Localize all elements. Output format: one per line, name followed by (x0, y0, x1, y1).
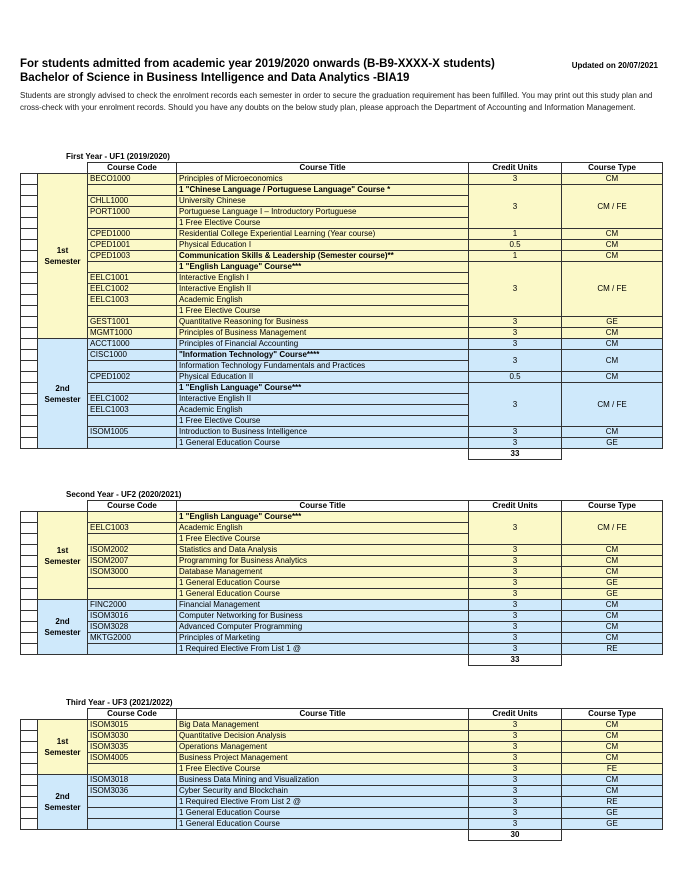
course-type: CM / FE (562, 512, 663, 545)
course-type: CM / FE (562, 383, 663, 427)
intro-text: Students are strongly advised to check the enrolment records each semester in order to secure the graduation requirement has been fulfilled. You may print out this study plan and cross-check with your enrolment records. Should you have any doubts on the below study plan, please approach the Department of Accounting and Information Management. (20, 91, 653, 112)
checkbox-cell[interactable] (21, 578, 38, 589)
credit-units: 3 (469, 775, 562, 786)
course-title: Academic English (177, 405, 469, 416)
course-row (21, 753, 663, 764)
course-code: ACCT1000 (88, 339, 177, 350)
course-code (88, 361, 177, 372)
checkbox-cell[interactable] (21, 589, 38, 600)
credit-units: 3 (469, 797, 562, 808)
credit-units: 3 (469, 174, 562, 185)
course-type: GE (562, 317, 663, 328)
course-code (88, 416, 177, 427)
course-code (88, 512, 177, 523)
semester-ordinal: 2nd (55, 792, 70, 801)
credit-units: 3 (469, 753, 562, 764)
checkbox-cell[interactable] (21, 394, 38, 405)
checkbox-cell[interactable] (21, 556, 38, 567)
course-code: ISOM3028 (88, 622, 177, 633)
course-type: CM (562, 229, 663, 240)
course-type: CM (562, 350, 663, 372)
course-code (88, 819, 177, 830)
course-title: 1 Free Elective Course (177, 306, 469, 317)
checkbox-cell[interactable] (21, 361, 38, 372)
course-code: CISC1000 (88, 350, 177, 361)
course-type: CM (562, 328, 663, 339)
course-code (88, 644, 177, 655)
course-row (21, 775, 663, 786)
course-title: 1 Free Elective Course (177, 218, 469, 229)
credit-units: 3 (469, 339, 562, 350)
course-row (21, 797, 663, 808)
course-code: ISOM2002 (88, 545, 177, 556)
course-title: 1 Free Elective Course (177, 416, 469, 427)
total-credits: 33 (469, 655, 562, 666)
year3-title: Third Year - UF3 (2021/2022) (66, 698, 173, 707)
course-row (21, 251, 663, 262)
total-credits: 33 (469, 449, 562, 460)
col-course-code: Course Code (88, 501, 177, 512)
col-credit-units: Credit Units (469, 163, 562, 174)
total-credits: 30 (469, 830, 562, 841)
course-title: Communication Skills & Leadership (Semester course)** (177, 251, 469, 262)
course-code: ISOM4005 (88, 753, 177, 764)
credit-units: 3 (469, 317, 562, 328)
checkbox-cell[interactable] (21, 438, 38, 449)
course-type: CM / FE (562, 262, 663, 317)
course-row (21, 600, 663, 611)
checkbox-cell[interactable] (21, 753, 38, 764)
course-code: ISOM3016 (88, 611, 177, 622)
semester-label (38, 174, 88, 339)
course-code: MGMT1000 (88, 328, 177, 339)
course-code: ISOM3035 (88, 742, 177, 753)
total-row (21, 830, 663, 841)
credit-units: 1 (469, 251, 562, 262)
checkbox-cell[interactable] (21, 273, 38, 284)
semester-label (38, 339, 88, 449)
course-row (21, 240, 663, 251)
course-code (88, 383, 177, 394)
checkbox-cell[interactable] (21, 731, 38, 742)
checkbox-cell[interactable] (21, 416, 38, 427)
course-code: EELC1002 (88, 394, 177, 405)
course-row (21, 328, 663, 339)
course-title: 1 "Chinese Language / Portuguese Language" Course * (177, 185, 469, 196)
semester-ordinal: 1st (56, 545, 69, 555)
credit-units: 3 (469, 611, 562, 622)
course-title: Principles of Marketing (177, 633, 469, 644)
year3-table (20, 708, 663, 841)
course-type: CM (562, 742, 663, 753)
course-title: Quantitative Reasoning for Business (177, 317, 469, 328)
course-title: Programming for Business Analytics (177, 556, 469, 567)
course-title: 1 Required Elective From List 2 @ (177, 797, 469, 808)
checkbox-cell[interactable] (21, 284, 38, 295)
course-title: 1 Free Elective Course (177, 764, 469, 775)
course-type: CM (562, 633, 663, 644)
checkbox-cell[interactable] (21, 644, 38, 655)
course-type: CM (562, 240, 663, 251)
course-type: CM (562, 622, 663, 633)
col-credit-units: Credit Units (469, 501, 562, 512)
course-title: 1 "English Language" Course*** (177, 262, 469, 273)
checkbox-cell[interactable] (21, 786, 38, 797)
course-title: 1 Free Elective Course (177, 534, 469, 545)
programme-title: Bachelor of Science in Business Intelligence and Data Analytics -BIA19 (20, 72, 410, 84)
course-type: GE (562, 589, 663, 600)
course-code (88, 218, 177, 229)
semester-word: Semester (44, 628, 81, 637)
semester-word: Semester (44, 556, 81, 566)
total-row (21, 655, 663, 666)
course-title: Operations Management (177, 742, 469, 753)
credit-units: 3 (469, 764, 562, 775)
credit-units: 0.5 (469, 372, 562, 383)
credit-units: 3 (469, 350, 562, 372)
checkbox-cell[interactable] (21, 512, 38, 523)
checkbox-cell[interactable] (21, 174, 38, 185)
credit-units: 3 (469, 808, 562, 819)
credit-units: 3 (469, 731, 562, 742)
checkbox-cell[interactable] (21, 534, 38, 545)
course-code (88, 764, 177, 775)
credit-units: 3 (469, 427, 562, 438)
course-code: EELC1002 (88, 284, 177, 295)
course-title: 1 Required Elective From List 1 @ (177, 644, 469, 655)
checkbox-cell[interactable] (21, 545, 38, 556)
course-code (88, 534, 177, 545)
course-row (21, 174, 663, 185)
checkbox-cell[interactable] (21, 427, 38, 438)
course-title: Business Data Mining and Visualization (177, 775, 469, 786)
course-row (21, 229, 663, 240)
credit-units: 3 (469, 512, 562, 545)
checkbox-cell[interactable] (21, 196, 38, 207)
course-type: CM (562, 775, 663, 786)
course-row (21, 567, 663, 578)
course-row (21, 742, 663, 753)
checkbox-cell[interactable] (21, 819, 38, 830)
semester-word: Semester (44, 748, 81, 757)
credit-units: 3 (469, 567, 562, 578)
course-type: CM (562, 251, 663, 262)
course-type: CM / FE (562, 185, 663, 229)
checkbox-cell[interactable] (21, 372, 38, 383)
course-type: CM (562, 600, 663, 611)
course-row (21, 731, 663, 742)
course-type: CM (562, 372, 663, 383)
checkbox-cell[interactable] (21, 600, 38, 611)
course-title: Introduction to Business Intelligence (177, 427, 469, 438)
course-row (21, 764, 663, 775)
course-title: Quantitative Decision Analysis (177, 731, 469, 742)
credit-units: 1 (469, 229, 562, 240)
updated-date: Updated on 20/07/2021 (571, 61, 658, 70)
course-row (21, 350, 663, 361)
course-row (21, 317, 663, 328)
year2-table (20, 500, 663, 666)
semester-word: Semester (44, 257, 81, 266)
course-title: Information Technology Fundamentals and Practices (177, 361, 469, 372)
col-course-title: Course Title (177, 709, 469, 720)
checkbox-cell[interactable] (21, 720, 38, 731)
course-code: FINC2000 (88, 600, 177, 611)
col-course-code: Course Code (88, 163, 177, 174)
col-course-title: Course Title (177, 501, 469, 512)
course-title: Business Project Management (177, 753, 469, 764)
checkbox-cell[interactable] (21, 306, 38, 317)
course-code: CPED1000 (88, 229, 177, 240)
semester-ordinal: 2nd (55, 383, 70, 393)
course-code: ISOM3036 (88, 786, 177, 797)
checkbox-cell[interactable] (21, 405, 38, 416)
checkbox-cell[interactable] (21, 797, 38, 808)
checkbox-cell[interactable] (21, 633, 38, 644)
credit-units: 3 (469, 819, 562, 830)
course-title: 1 General Education Course (177, 578, 469, 589)
checkbox-cell[interactable] (21, 567, 38, 578)
credit-units: 0.5 (469, 240, 562, 251)
course-type: GE (562, 808, 663, 819)
semester-label (38, 720, 88, 775)
semester-ordinal: 1st (56, 737, 69, 746)
course-title: 1 "English Language" Course*** (177, 512, 469, 523)
credit-units: 3 (469, 742, 562, 753)
course-code: EELC1001 (88, 273, 177, 284)
course-type: RE (562, 644, 663, 655)
checkbox-cell[interactable] (21, 185, 38, 196)
semester-label (38, 775, 88, 830)
course-title: Statistics and Data Analysis (177, 545, 469, 556)
credit-units: 3 (469, 644, 562, 655)
semester-label (38, 512, 88, 600)
checkbox-cell[interactable] (21, 383, 38, 394)
course-code: EELC1003 (88, 523, 177, 534)
course-code (88, 578, 177, 589)
checkbox-cell[interactable] (21, 317, 38, 328)
course-row (21, 644, 663, 655)
course-type: GE (562, 438, 663, 449)
course-title: Residential College Experiential Learning (Year course) (177, 229, 469, 240)
course-title: "Information Technology" Course**** (177, 350, 469, 361)
course-title: Physical Education II (177, 372, 469, 383)
col-course-title: Course Title (177, 163, 469, 174)
course-row (21, 633, 663, 644)
course-type: CM (562, 427, 663, 438)
semester-label (38, 600, 88, 655)
course-row (21, 383, 663, 394)
checkbox-cell[interactable] (21, 295, 38, 306)
course-row (21, 786, 663, 797)
course-type: CM (562, 786, 663, 797)
course-row (21, 512, 663, 523)
course-row (21, 438, 663, 449)
credit-units: 3 (469, 633, 562, 644)
course-title: Interactive English II (177, 284, 469, 295)
credit-units: 3 (469, 786, 562, 797)
course-title: Advanced Computer Programming (177, 622, 469, 633)
course-code: ISOM3030 (88, 731, 177, 742)
course-code: CPED1002 (88, 372, 177, 383)
course-type: CM (562, 556, 663, 567)
course-code: MKTG2000 (88, 633, 177, 644)
course-type: CM (562, 567, 663, 578)
course-title: Principles of Financial Accounting (177, 339, 469, 350)
course-row (21, 589, 663, 600)
course-code: CPED1003 (88, 251, 177, 262)
course-title: 1 General Education Course (177, 819, 469, 830)
course-title: University Chinese (177, 196, 469, 207)
course-title: Interactive English I (177, 273, 469, 284)
total-row (21, 449, 663, 460)
course-code (88, 306, 177, 317)
course-code: ISOM3000 (88, 567, 177, 578)
course-type: CM (562, 753, 663, 764)
checkbox-cell[interactable] (21, 742, 38, 753)
course-title: Academic English (177, 523, 469, 534)
course-code (88, 185, 177, 196)
course-title: Financial Management (177, 600, 469, 611)
checkbox-cell[interactable] (21, 611, 38, 622)
course-title: Computer Networking for Business (177, 611, 469, 622)
checkbox-cell[interactable] (21, 328, 38, 339)
credit-units: 3 (469, 545, 562, 556)
course-row (21, 262, 663, 273)
course-code: CPED1001 (88, 240, 177, 251)
credit-units: 3 (469, 556, 562, 567)
col-course-type: Course Type (562, 709, 663, 720)
course-title: Principles of Business Management (177, 328, 469, 339)
checkbox-cell[interactable] (21, 229, 38, 240)
checkbox-cell[interactable] (21, 622, 38, 633)
course-code (88, 808, 177, 819)
course-title: 1 General Education Course (177, 589, 469, 600)
course-code: PORT1000 (88, 207, 177, 218)
page-title: For students admitted from academic year 2019/2020 onwards (B-B9-XXXX-X students) (20, 58, 495, 70)
course-row (21, 185, 663, 196)
course-code (88, 589, 177, 600)
course-type: GE (562, 819, 663, 830)
course-title: 1 "English Language" Course*** (177, 383, 469, 394)
course-type: CM (562, 174, 663, 185)
course-title: Physical Education I (177, 240, 469, 251)
course-row (21, 819, 663, 830)
course-row (21, 427, 663, 438)
course-type: CM (562, 611, 663, 622)
col-course-code: Course Code (88, 709, 177, 720)
course-row (21, 545, 663, 556)
course-row (21, 339, 663, 350)
course-row (21, 622, 663, 633)
semester-ordinal: 2nd (55, 617, 70, 626)
course-row (21, 556, 663, 567)
semester-word: Semester (44, 803, 81, 812)
checkbox-cell[interactable] (21, 218, 38, 229)
course-code: ISOM3018 (88, 775, 177, 786)
course-code: ISOM1005 (88, 427, 177, 438)
course-type: CM (562, 731, 663, 742)
credit-units: 3 (469, 438, 562, 449)
credit-units: 3 (469, 622, 562, 633)
course-type: RE (562, 797, 663, 808)
checkbox-cell[interactable] (21, 207, 38, 218)
course-title: Database Management (177, 567, 469, 578)
course-row (21, 611, 663, 622)
course-code: ISOM3015 (88, 720, 177, 731)
course-code: BECO1000 (88, 174, 177, 185)
course-title: Academic English (177, 295, 469, 306)
checkbox-cell[interactable] (21, 262, 38, 273)
credit-units: 3 (469, 720, 562, 731)
course-type: CM (562, 720, 663, 731)
course-code: EELC1003 (88, 295, 177, 306)
course-title: Cyber Security and Blockchain (177, 786, 469, 797)
credit-units: 3 (469, 578, 562, 589)
course-code: ISOM2007 (88, 556, 177, 567)
course-code: EELC1003 (88, 405, 177, 416)
checkbox-cell[interactable] (21, 523, 38, 534)
col-course-type: Course Type (562, 163, 663, 174)
checkbox-cell[interactable] (21, 350, 38, 361)
checkbox-cell[interactable] (21, 339, 38, 350)
credit-units: 3 (469, 589, 562, 600)
course-code (88, 262, 177, 273)
credit-units: 3 (469, 383, 562, 427)
col-credit-units: Credit Units (469, 709, 562, 720)
course-type: CM (562, 545, 663, 556)
course-type: GE (562, 578, 663, 589)
course-title: 1 General Education Course (177, 808, 469, 819)
credit-units: 3 (469, 185, 562, 229)
course-code (88, 797, 177, 808)
checkbox-cell[interactable] (21, 240, 38, 251)
year2-title: Second Year - UF2 (2020/2021) (66, 490, 182, 499)
course-row (21, 808, 663, 819)
course-title: 1 General Education Course (177, 438, 469, 449)
course-title: Portuguese Language I – Introductory Portuguese (177, 207, 469, 218)
course-row (21, 720, 663, 731)
year1-title: First Year - UF1 (2019/2020) (66, 152, 170, 161)
course-code: CHLL1000 (88, 196, 177, 207)
course-code (88, 438, 177, 449)
semester-ordinal: 1st (56, 246, 69, 255)
credit-units: 3 (469, 262, 562, 317)
credit-units: 3 (469, 328, 562, 339)
semester-word: Semester (44, 394, 81, 404)
course-title: Interactive English II (177, 394, 469, 405)
course-type: FE (562, 764, 663, 775)
checkbox-cell[interactable] (21, 251, 38, 262)
course-code: GEST1001 (88, 317, 177, 328)
checkbox-cell[interactable] (21, 775, 38, 786)
col-course-type: Course Type (562, 501, 663, 512)
course-row (21, 578, 663, 589)
course-title: Principles of Microeconomics (177, 174, 469, 185)
course-type: CM (562, 339, 663, 350)
checkbox-cell[interactable] (21, 808, 38, 819)
year1-table (20, 162, 663, 460)
credit-units: 3 (469, 600, 562, 611)
checkbox-cell[interactable] (21, 764, 38, 775)
course-title: Big Data Management (177, 720, 469, 731)
course-row (21, 372, 663, 383)
